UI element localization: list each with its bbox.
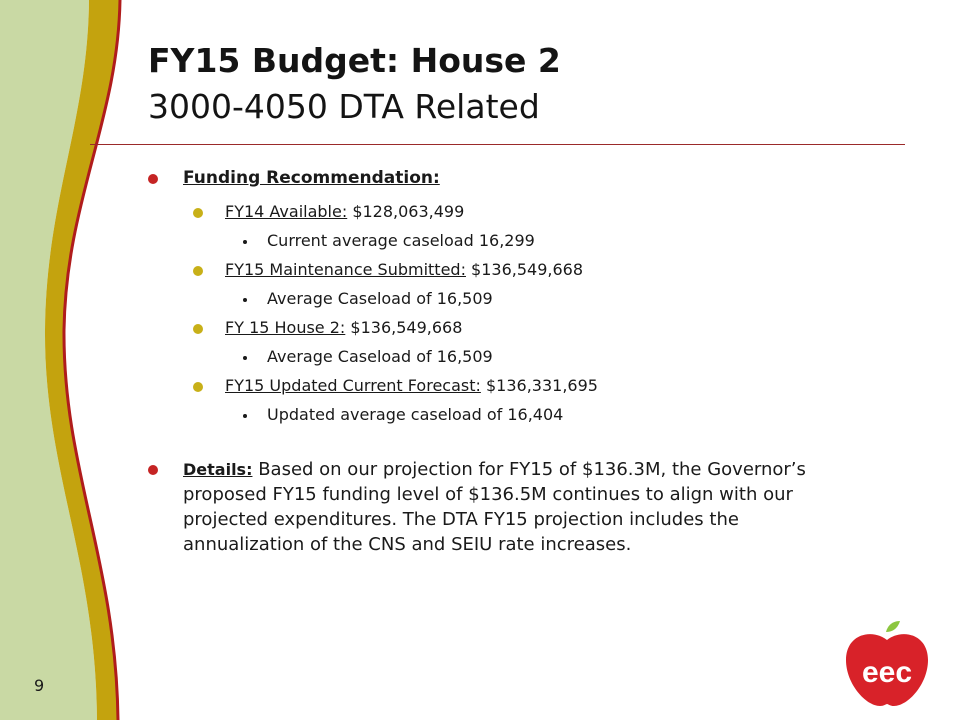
funding-heading-bullet: [148, 166, 848, 190]
decorative-side-band: [0, 0, 140, 720]
eec-logo: [842, 620, 932, 710]
funding-item-detail: Current average caseload 16,299: [241, 229, 848, 253]
funding-item-value: $136,549,668: [465, 260, 584, 279]
title-line-2: 3000-4050 DTA Related: [148, 87, 540, 126]
funding-item: [193, 374, 848, 398]
details-label: Details:: [183, 460, 253, 479]
details-text: Based on our projection for FY15 of $136.3M, the Governor’s proposed FY15 funding level of $136.5M continues to align with our projected expenditures. The DTA FY15 projection includes the annualization of the CNS and SEIU rate increases.: [183, 459, 806, 555]
funding-item-label: FY15 Updated Current Forecast:: [225, 376, 481, 395]
funding-item-value: $136,549,668: [345, 318, 463, 337]
funding-item: [193, 258, 848, 282]
funding-item: [193, 200, 848, 224]
funding-item-label: FY14 Available:: [225, 202, 348, 221]
funding-item-label: FY15 Maintenance Submitted:: [225, 260, 466, 279]
funding-item-detail: Average Caseload of 16,509: [241, 345, 848, 369]
logo-text: eec: [861, 656, 913, 689]
funding-item: [193, 316, 848, 340]
funding-heading: Funding Recommendation:: [183, 168, 440, 188]
funding-item-detail: Updated average caseload of 16,404: [241, 403, 848, 427]
page-title: [148, 38, 561, 130]
title-divider: [90, 144, 905, 145]
page-number: 9: [34, 676, 45, 695]
funding-item-value: $136,331,695: [480, 376, 598, 395]
details-bullet: [148, 457, 848, 557]
funding-item-value: $128,063,499: [347, 202, 465, 221]
funding-item-detail: Average Caseload of 16,509: [241, 287, 848, 311]
funding-item-label: FY 15 House 2:: [225, 318, 346, 337]
title-line-1: FY15 Budget: House 2: [148, 41, 561, 80]
slide-content: [148, 166, 848, 567]
